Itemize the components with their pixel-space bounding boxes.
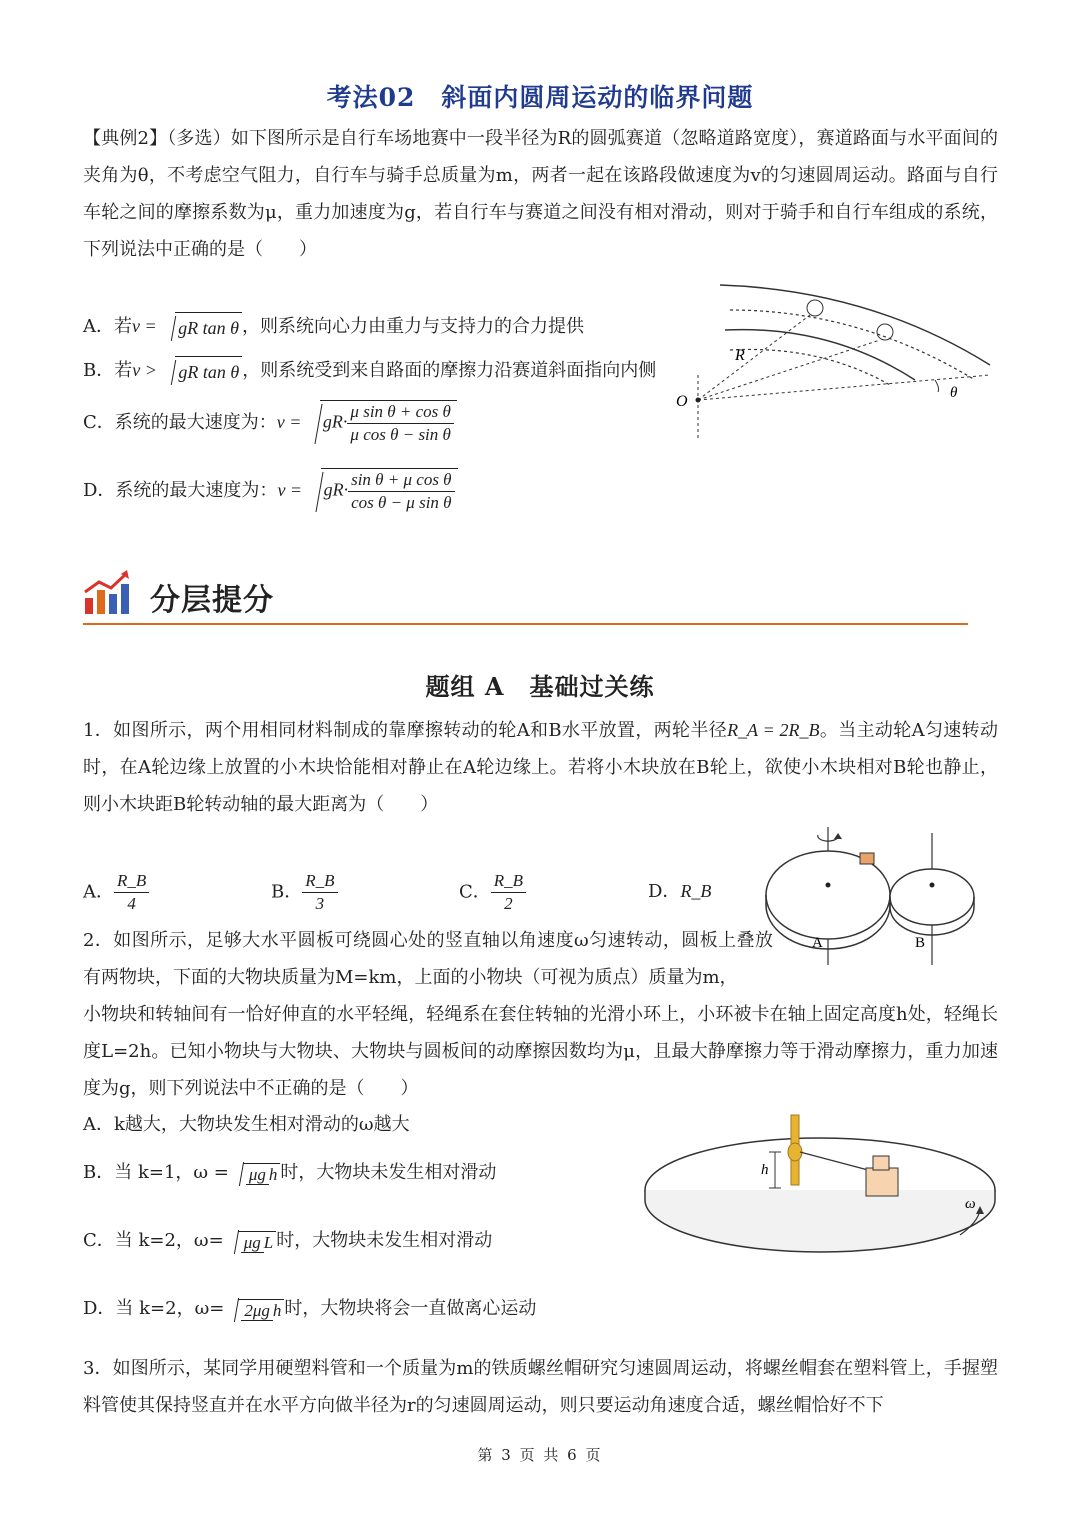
example-option-a: A．若v = gR tan θ ，则系统向心力由重力与支持力的合力提供 xyxy=(83,311,584,343)
cyclist-icon xyxy=(807,300,823,316)
q2-option-c: C．当 k=2，ω= μg L 时，大物块未发生相对滑动 xyxy=(83,1226,492,1256)
label-a: A xyxy=(812,935,823,951)
small-block xyxy=(873,1156,889,1170)
label-h: h xyxy=(761,1162,769,1178)
label-omega: ω xyxy=(965,1196,976,1212)
wooden-block xyxy=(860,853,874,864)
q2-option-b: B．当 k=1，ω = μg h 时，大物块未发生相对滑动 xyxy=(83,1158,496,1188)
label-b: B xyxy=(915,935,926,951)
large-block xyxy=(866,1168,898,1196)
track-figure xyxy=(670,280,1000,445)
label-theta: θ xyxy=(950,385,958,401)
rotating-plate-figure xyxy=(640,1110,1000,1260)
q1-text: 1．如图所示，两个用相同材料制成的靠摩擦转动的轮A和B水平放置，两轮半径R_A = 2R_B。当主动轮A匀速转动时，在A轮边缘上放置的小木块恰能相对静止在A轮边缘上。若将小木块放在B轮上，欲使小木块相对B轮也静止，则小木块距B轮转动轴的最大距离为（ ） xyxy=(83,720,998,815)
q2-option-a: A．k越大，大物块发生相对滑动的ω越大 xyxy=(83,1114,410,1135)
q3-text: 3．如图所示，某同学用硬塑料管和一个质量为m的铁质螺丝帽研究匀速圆周运动，将螺丝帽套在塑料管上，手握塑料管使其保持竖直并在水平方向做半径为r的匀速圆周运动，则只要运动角速度合适，螺丝帽恰好不下 xyxy=(83,1358,998,1416)
label-r: R xyxy=(735,347,745,364)
example-option-c: C．系统的最大速度为：v = gR· $\frac{\text{μ sin θ + cos θ}}{\text{μ cos θ − sin θ}}$ xyxy=(83,400,457,446)
example-option-b: B．若v > gR tan θ ，则系统受到来自路面的摩擦力沿赛道斜面指向内侧 xyxy=(83,355,656,387)
q2-option-d: D．当 k=2，ω= 2μg h 时，大物块将会一直做离心运动 xyxy=(83,1294,536,1324)
example-option-d: D．系统的最大速度为：v = gR· $\frac{\text{sin θ + μ cos θ}}{\text{cos θ − μ sin θ}}$ xyxy=(83,468,458,514)
page-title: 考法02 斜面内圆周运动的临界问题 xyxy=(326,83,754,112)
section-title: 分层提分 xyxy=(150,583,274,618)
q1-option-a: A． $\frac{R\_B}{4}$ xyxy=(83,870,149,915)
page-footer: 第 3 页 共 6 页 xyxy=(477,1446,603,1464)
q1-option-d: D．R_B xyxy=(648,881,712,902)
q1-option-c: C． $\frac{R\_B}{2}$ xyxy=(459,870,526,915)
q1-option-b: B． $\frac{R\_B}{3}$ xyxy=(271,870,338,915)
q2-text-top: 2．如图所示，足够大水平圆板可绕圆心处的竖直轴以角速度ω匀速转动，圆板上叠放有两物块，下面的大物块质量为M=km，上面的小物块（可视为质点）质量为m， xyxy=(83,930,773,988)
wheels-figure xyxy=(760,825,1010,970)
group-title: 题组 A 基础过关练 xyxy=(425,672,655,701)
cyclist-icon xyxy=(877,324,893,340)
example-question-text: 【典例2】（多选）如下图所示是自行车场地赛中一段半径为R的圆弧赛道（忽略道路宽度），赛道路面与水平面间的夹角为θ，不考虑空气阻力，自行车与骑手总质量为m，两者一起在该路段做速度为v的匀速圆周运动。路面与自行车轮之间的摩擦系数为μ，重力加速度为g，若自行车与赛道之间没有相对滑动，则对于骑手和自行车组成的系统，下列说法中正确的是（ ） xyxy=(83,128,998,260)
label-o: O xyxy=(676,393,688,410)
q2-text-rest: 小物块和转轴间有一恰好伸直的水平轻绳，轻绳系在套住转轴的光滑小环上，小环被卡在轴上固定高度h处，轻绳长度L=2h。已知小物块与大物块、大物块与圆板间的动摩擦因数均为μ，且最大静摩擦力等于滑动摩擦力，重力加速度为g，则下列说法中不正确的是（ ） xyxy=(83,1004,998,1099)
